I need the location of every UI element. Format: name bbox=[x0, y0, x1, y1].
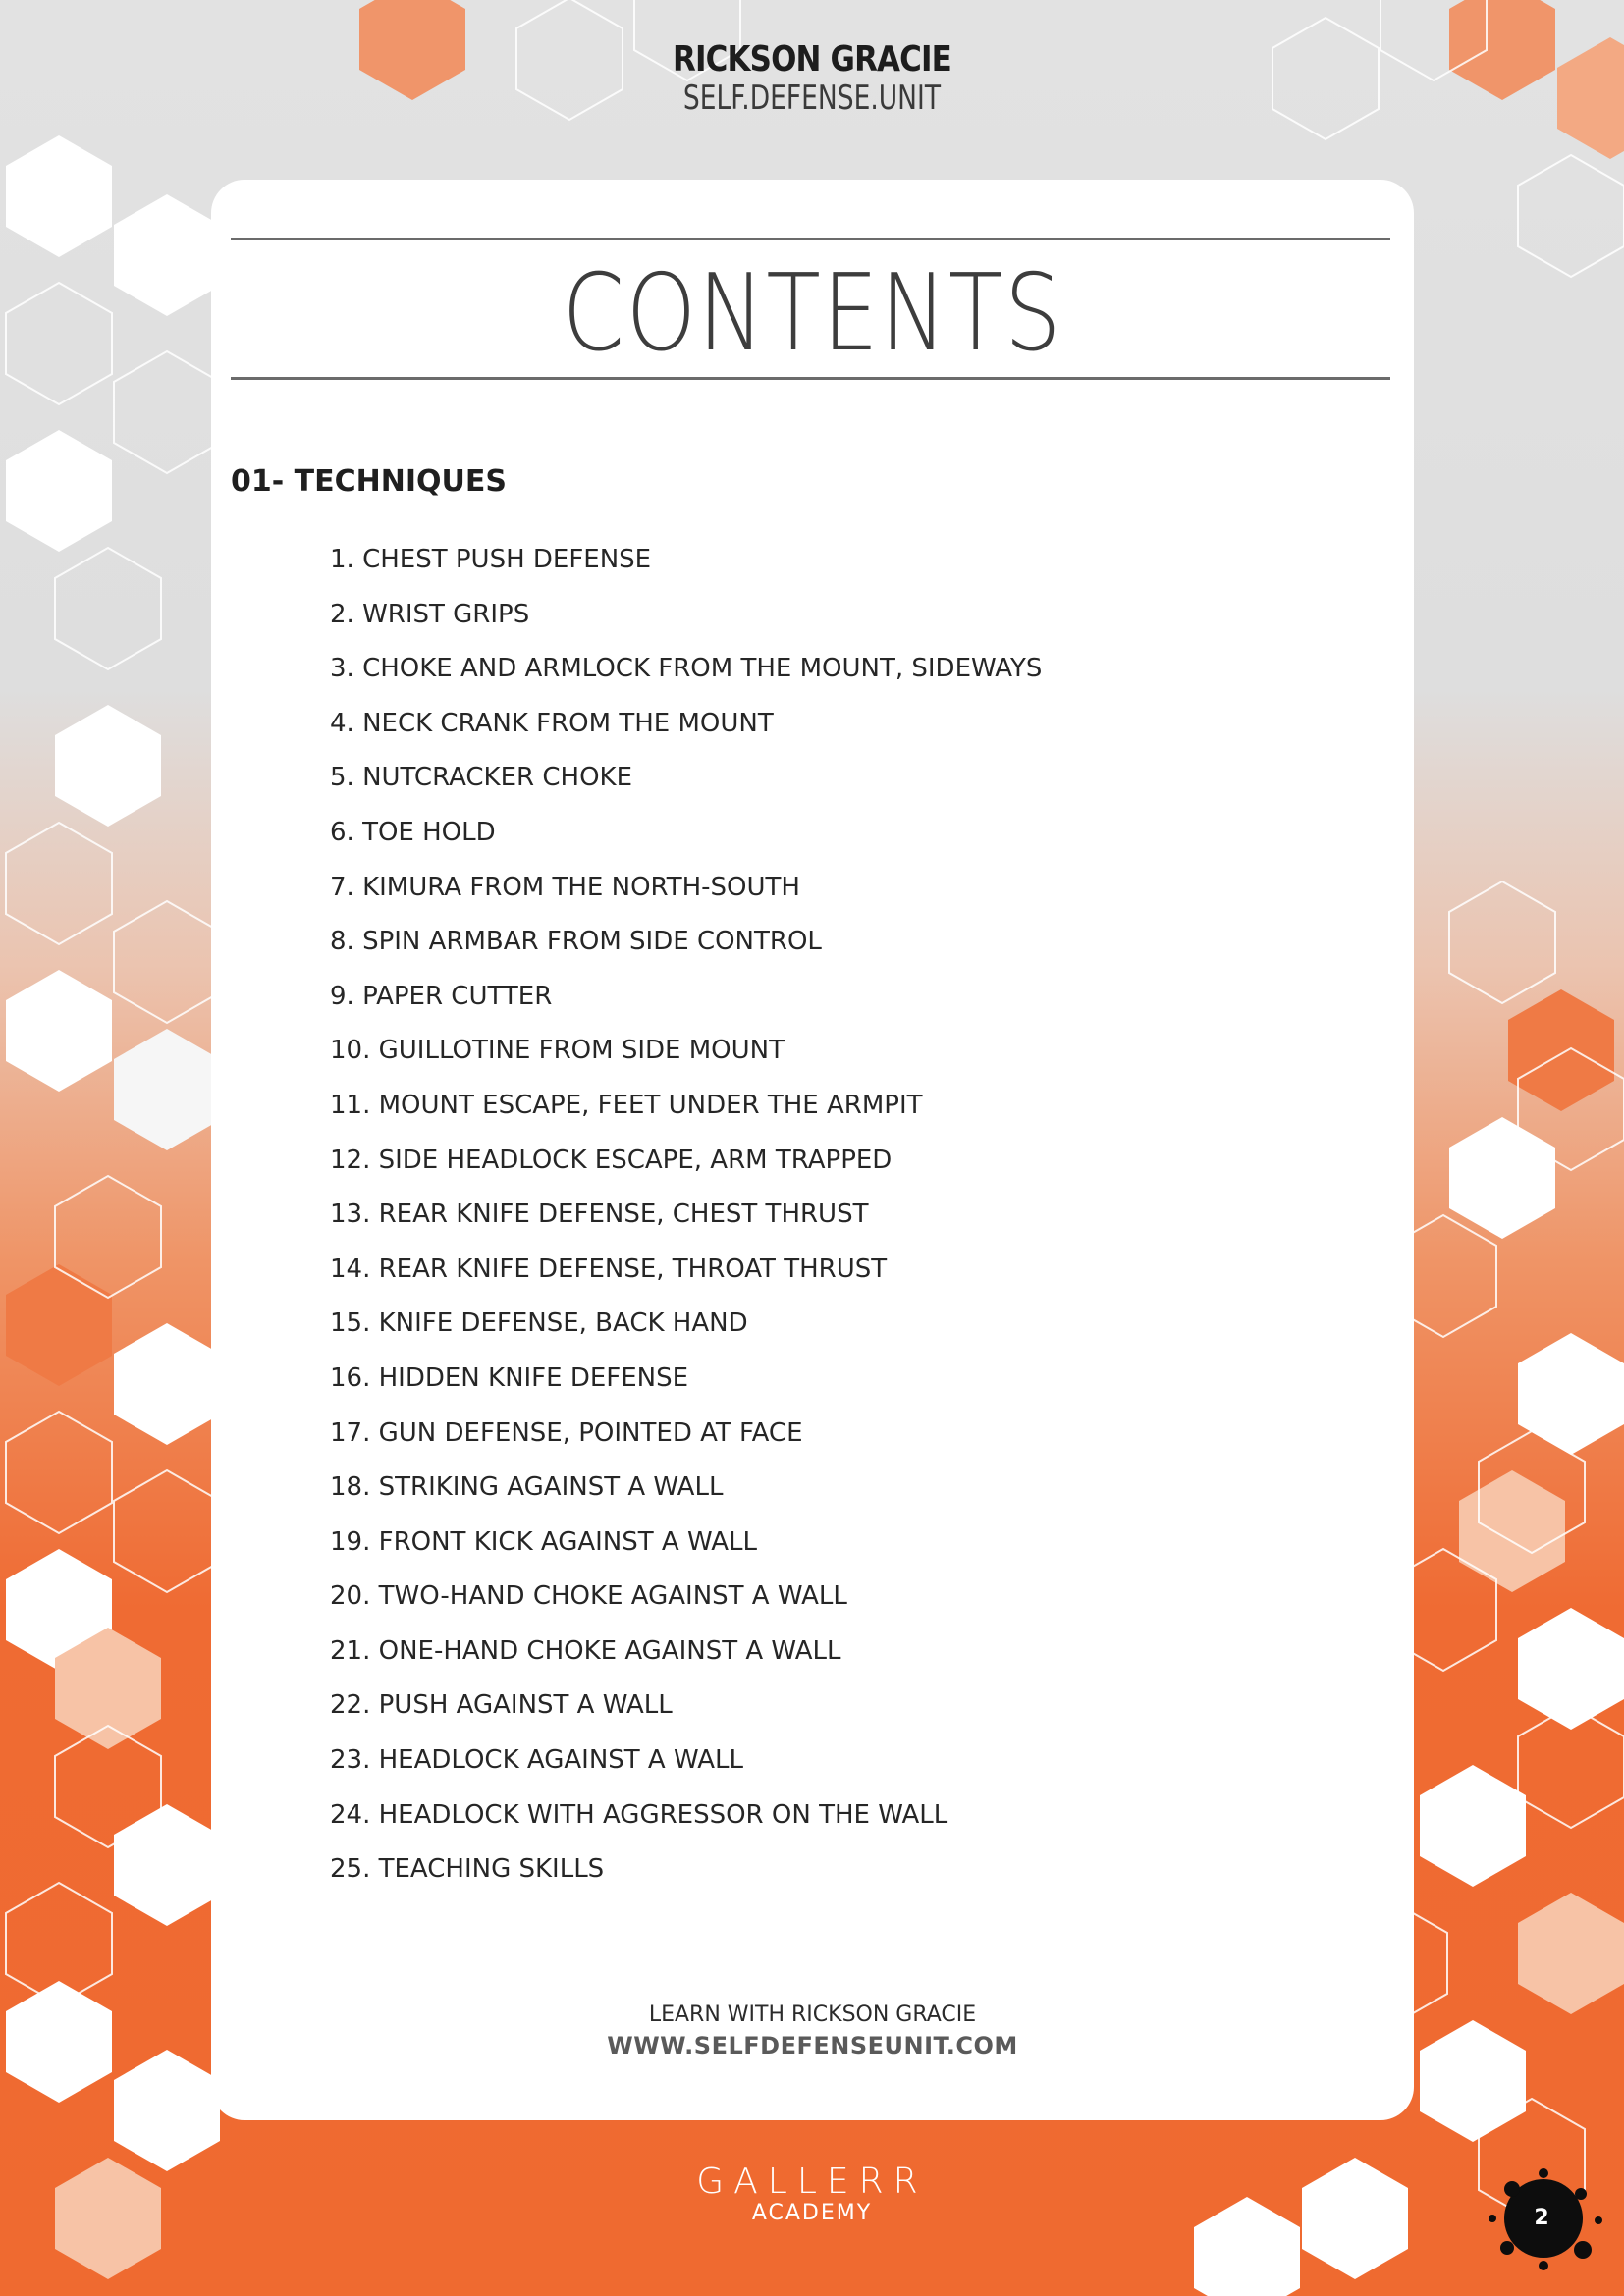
background-hexagon bbox=[6, 970, 112, 1092]
toc-item[interactable]: 14. REAR KNIFE DEFENSE, THROAT THRUST bbox=[330, 1254, 888, 1284]
background-hexagon bbox=[1508, 989, 1614, 1111]
toc-item[interactable]: 2. WRIST GRIPS bbox=[330, 599, 530, 629]
toc-item[interactable]: 12. SIDE HEADLOCK ESCAPE, ARM TRAPPED bbox=[330, 1145, 893, 1175]
toc-item[interactable]: 3. CHOKE AND ARMLOCK FROM THE MOUNT, SIDEWAYS bbox=[330, 654, 1043, 684]
toc-item[interactable]: 25. TEACHING SKILLS bbox=[330, 1854, 605, 1885]
learn-caption: LEARN WITH RICKSON GRACIE bbox=[648, 2002, 977, 2027]
academy-logo-subtext: ACADEMY bbox=[751, 2201, 873, 2225]
background-hexagon bbox=[114, 1323, 220, 1445]
toc-item[interactable]: 9. PAPER CUTTER bbox=[330, 981, 553, 1011]
bottom-divider bbox=[231, 377, 1390, 380]
contents-card bbox=[211, 180, 1414, 2120]
page-number: 2 bbox=[1534, 2206, 1549, 2230]
background-hexagon bbox=[6, 430, 112, 552]
background-hexagon bbox=[55, 705, 161, 827]
background-hexagon bbox=[1518, 1893, 1624, 2014]
background-hexagon bbox=[114, 1029, 220, 1150]
background-hexagon bbox=[114, 2050, 220, 2171]
toc-item[interactable]: 24. HEADLOCK WITH AGGRESSOR ON THE WALL bbox=[330, 1799, 948, 1830]
website-link[interactable]: WWW.SELFDEFENSEUNIT.COM bbox=[607, 2032, 1018, 2059]
toc-item[interactable]: 4. NECK CRANK FROM THE MOUNT bbox=[330, 708, 774, 738]
background-hexagon bbox=[1449, 1117, 1555, 1239]
toc-item[interactable]: 8. SPIN ARMBAR FROM SIDE CONTROL bbox=[330, 927, 822, 957]
toc-item[interactable]: 10. GUILLOTINE FROM SIDE MOUNT bbox=[330, 1036, 785, 1066]
background-hexagon bbox=[1420, 2020, 1526, 2142]
background-hexagon bbox=[6, 1981, 112, 2103]
toc-item[interactable]: 5. NUTCRACKER CHOKE bbox=[330, 763, 633, 793]
top-divider bbox=[231, 238, 1390, 240]
brand-subtitle: SELF.DEFENSE.UNIT bbox=[682, 79, 942, 118]
toc-item[interactable]: 1. CHEST PUSH DEFENSE bbox=[330, 545, 652, 574]
toc-item[interactable]: 7. KIMURA FROM THE NORTH-SOUTH bbox=[330, 872, 800, 902]
background-hexagon-outline bbox=[114, 351, 220, 473]
background-hexagon bbox=[114, 1804, 220, 1926]
background-hexagon bbox=[1420, 1765, 1526, 1887]
toc-item[interactable]: 16. HIDDEN KNIFE DEFENSE bbox=[330, 1362, 689, 1393]
brand-title: RICKSON GRACIE bbox=[673, 39, 951, 80]
background-hexagon bbox=[1557, 37, 1624, 159]
background-hexagon bbox=[1518, 1333, 1624, 1455]
toc-item[interactable]: 11. MOUNT ESCAPE, FEET UNDER THE ARMPIT bbox=[330, 1090, 923, 1120]
section-heading: 01- TECHNIQUES bbox=[231, 464, 507, 499]
background-hexagon-outline bbox=[6, 823, 112, 944]
toc-item[interactable]: 15. KNIFE DEFENSE, BACK HAND bbox=[330, 1308, 748, 1339]
page-title: CONTENTS bbox=[562, 252, 1063, 375]
toc-item[interactable]: 19. FRONT KICK AGAINST A WALL bbox=[330, 1526, 758, 1557]
background-hexagon-outline bbox=[1449, 881, 1555, 1003]
background-hexagon-outline bbox=[1518, 155, 1624, 277]
toc-list bbox=[330, 533, 1042, 1897]
background-hexagon-outline bbox=[6, 1412, 112, 1533]
toc-item[interactable]: 17. GUN DEFENSE, POINTED AT FACE bbox=[330, 1417, 803, 1448]
background-hexagon-outline bbox=[6, 283, 112, 404]
background-hexagon bbox=[1459, 1470, 1565, 1592]
background-hexagon bbox=[6, 1264, 112, 1386]
toc-item[interactable]: 23. HEADLOCK AGAINST A WALL bbox=[330, 1745, 744, 1776]
background-hexagon-outline bbox=[114, 901, 220, 1023]
academy-logo-text: GALLERR bbox=[696, 2162, 928, 2202]
toc-item[interactable]: 21. ONE-HAND CHOKE AGAINST A WALL bbox=[330, 1635, 841, 1666]
background-hexagon bbox=[114, 194, 220, 316]
toc-item[interactable]: 18. STRIKING AGAINST A WALL bbox=[330, 1472, 724, 1503]
toc-item[interactable]: 13. REAR KNIFE DEFENSE, CHEST THRUST bbox=[330, 1200, 869, 1230]
background-hexagon-outline bbox=[114, 1470, 220, 1592]
toc-item[interactable]: 20. TWO-HAND CHOKE AGAINST A WALL bbox=[330, 1581, 847, 1612]
toc-item[interactable]: 22. PUSH AGAINST A WALL bbox=[330, 1690, 673, 1721]
background-hexagon bbox=[1518, 1608, 1624, 1730]
background-hexagon-outline bbox=[55, 548, 161, 669]
toc-item[interactable]: 6. TOE HOLD bbox=[330, 817, 496, 847]
background-hexagon bbox=[6, 135, 112, 257]
